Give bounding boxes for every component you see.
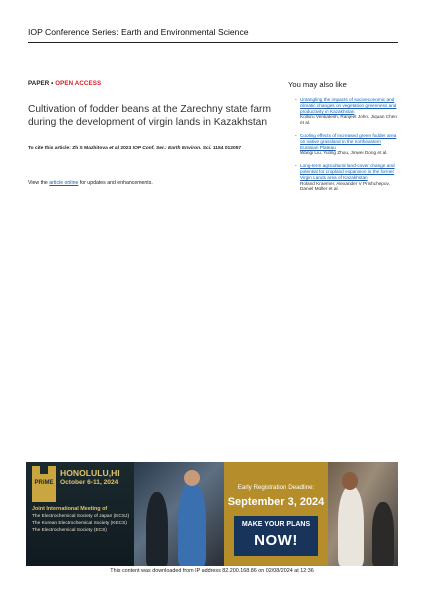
cite-article: 012057: [223, 146, 242, 151]
list-item: [288, 133, 400, 156]
org-item: The Korean Electrochemical Society (KECS): [32, 521, 127, 526]
now-label: NOW!: [254, 532, 298, 549]
deadline-date: September 3, 2024: [227, 496, 325, 508]
bullet-icon: -: [295, 97, 297, 103]
person-figure: [178, 482, 206, 566]
banner-info-panel: [26, 462, 134, 566]
related-article-authors: Roland Kraemer, Alexander V Prishchepov, Daniel Müller et al.: [300, 180, 390, 192]
person-figure: [338, 486, 364, 566]
conference-ad-banner[interactable]: [26, 462, 398, 566]
event-city: HONOLULU,HI: [60, 468, 120, 478]
article-online-link[interactable]: article online: [49, 180, 79, 186]
org-item: The Electrochemical Society (ECS): [32, 528, 107, 533]
paper-title: Cultivation of fodder beans at the Zarechny state farm during the development of virgin lands in Kazakhstan: [28, 103, 271, 128]
attendees-photo: [328, 462, 398, 566]
person-head: [184, 470, 200, 486]
person-head: [342, 472, 358, 490]
related-article-link[interactable]: Cooling effects of increased green fodder area on native grassland in the northeastern Eurasian Plateau: [300, 132, 397, 150]
event-dates: October 6-11, 2024: [60, 479, 119, 486]
view-prefix: View the: [28, 180, 50, 186]
journal-name: IOP Conference Series: Earth and Environmental Science: [28, 27, 249, 37]
related-articles-list: [288, 97, 400, 192]
registration-cta: [224, 462, 328, 566]
tag-separator: •: [49, 80, 56, 87]
bullet-icon: -: [295, 132, 297, 139]
related-article-link[interactable]: Long-term agricultural land-cover change and potential for cropland expansion in the former Virgin Lands area of Kazakhstan: [300, 163, 395, 180]
cite-volume: 1154: [211, 146, 224, 151]
paper-type-tag: [28, 80, 101, 87]
make-plans-button[interactable]: [234, 516, 318, 556]
bullet-icon: -: [295, 163, 297, 170]
cite-journal: IOP Conf. Ser.: Earth Environ. Sci.: [132, 146, 212, 151]
person-figure: [146, 492, 168, 566]
joint-meeting-info: [32, 506, 130, 534]
event-location: [60, 468, 132, 487]
paper-type-label: PAPER: [28, 80, 50, 87]
related-article-link[interactable]: Untangling the impacts of socioeconomic and climatic changes on vegetation greenness and productivity in Kazakhstan: [300, 97, 397, 114]
list-item: [288, 163, 400, 192]
citation-line: [28, 146, 278, 151]
joint-meeting-title: Joint International Meeting of: [32, 506, 108, 512]
cite-etal: et al: [109, 146, 119, 151]
cite-prefix: To cite this article:: [28, 146, 73, 151]
journal-header: [28, 27, 398, 43]
view-online-line: [28, 180, 153, 186]
related-article-authors: Kolluru Venkatesh, Ranjeet John, Jiquan Chen et al.: [300, 114, 397, 126]
list-item: [288, 97, 400, 126]
conference-photo: [134, 462, 224, 566]
related-articles-sidebar: [288, 80, 400, 199]
make-plans-label: MAKE YOUR PLANS: [241, 521, 311, 528]
prime-logo: [32, 466, 56, 502]
open-access-label: OPEN ACCESS: [55, 80, 102, 87]
sidebar-heading: You may also like: [288, 80, 347, 89]
cite-year: 2023: [118, 146, 133, 151]
download-footer: This content was downloaded from IP address 82.200.168.86 on 02/08/2024 at 12:36: [110, 568, 314, 574]
logo-notch: [40, 466, 48, 474]
related-article-authors: Wangi Liu, Yuling Zhou, Jinwei Dong et al.: [300, 150, 388, 156]
deadline-label: Early Registration Deadline:: [237, 484, 315, 491]
org-item: The Electrochemical Society of Japan (ECSJ): [32, 514, 130, 519]
logo-text: PRiME: [34, 480, 54, 486]
person-figure: [372, 502, 394, 566]
view-suffix: for updates and enhancements.: [78, 180, 153, 186]
cite-authors: Zh S Mazhitova: [72, 146, 110, 151]
